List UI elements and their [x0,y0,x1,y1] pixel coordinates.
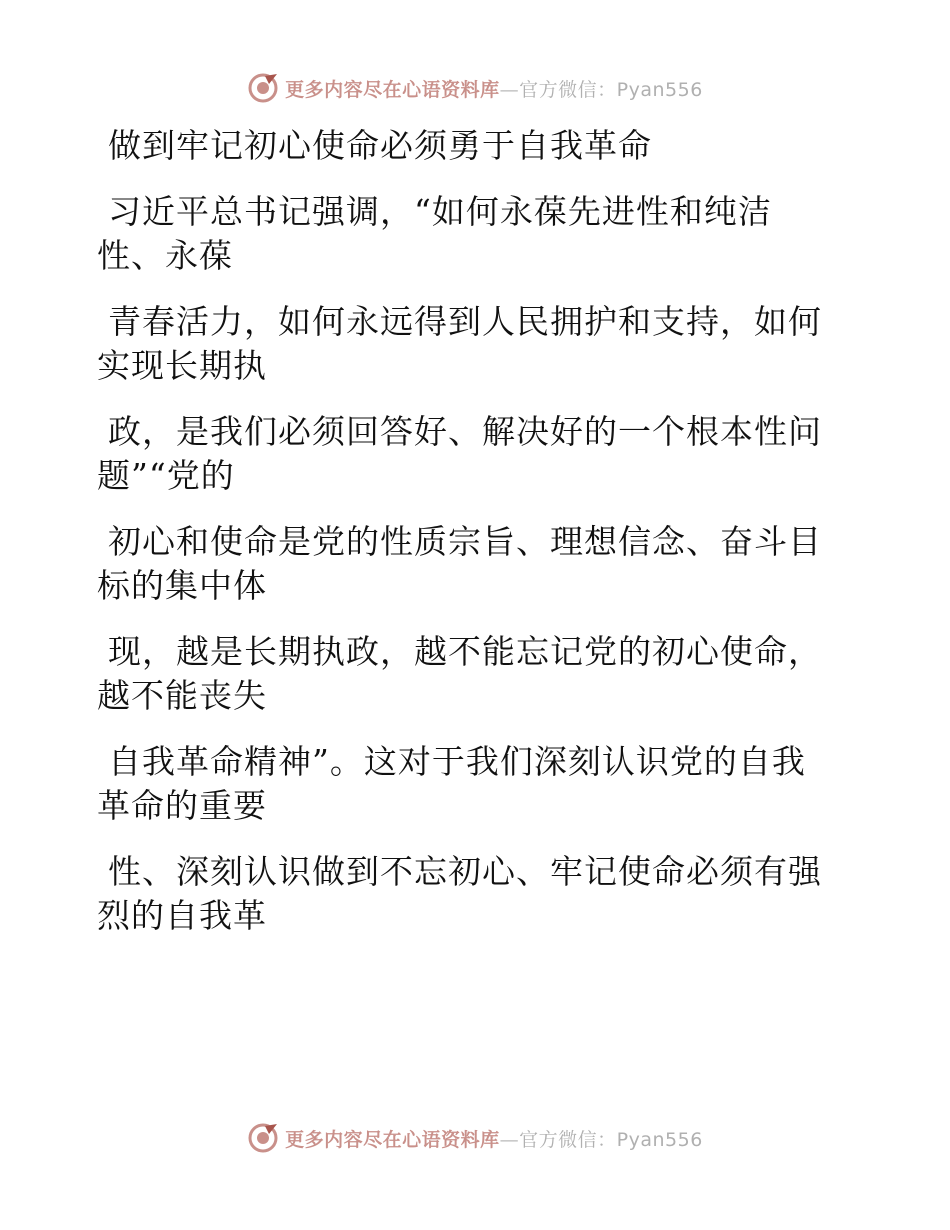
quill-logo-icon [247,1122,279,1154]
watermark-text: 更多内容尽在心语资料库—官方微信：Pyan556 [285,1128,703,1151]
paragraph-line: 题”“党的 [97,456,235,495]
document-body [97,124,837,938]
header-watermark [0,72,950,104]
paragraph-line: 政，是我们必须回答好、解决好的一个根本性问 [108,412,822,451]
paragraph-line: 现，越是长期执政，越不能忘记党的初心使命， [108,632,822,671]
paragraph-line: 标的集中体 [97,566,267,605]
quill-logo-icon [247,72,279,104]
paragraph-line: 烈的自我革 [97,896,267,935]
paragraph-line: 青春活力，如何永远得到人民拥护和支持，如何 [108,302,822,341]
paragraph-line: 实现长期执 [97,346,267,385]
paragraph-line: 性、深刻认识做到不忘初心、牢记使命必须有强 [108,852,822,891]
paragraph-line: 自我革命精神”。这对于我们深刻认识党的自我 [108,742,806,781]
paragraph-line: 革命的重要 [97,786,267,825]
paragraph-line: 习近平总书记强调，“如何永葆先进性和纯洁 [108,192,772,231]
paragraph-line: 初心和使命是党的性质宗旨、理想信念、奋斗目 [108,522,822,561]
paragraph-line: 越不能丧失 [97,676,267,715]
paragraph-line: 性、永葆 [97,236,233,275]
footer-watermark [0,1122,950,1154]
document-title: 做到牢记初心使命必须勇于自我革命 [108,126,652,165]
watermark-text: 更多内容尽在心语资料库—官方微信：Pyan556 [285,78,703,101]
